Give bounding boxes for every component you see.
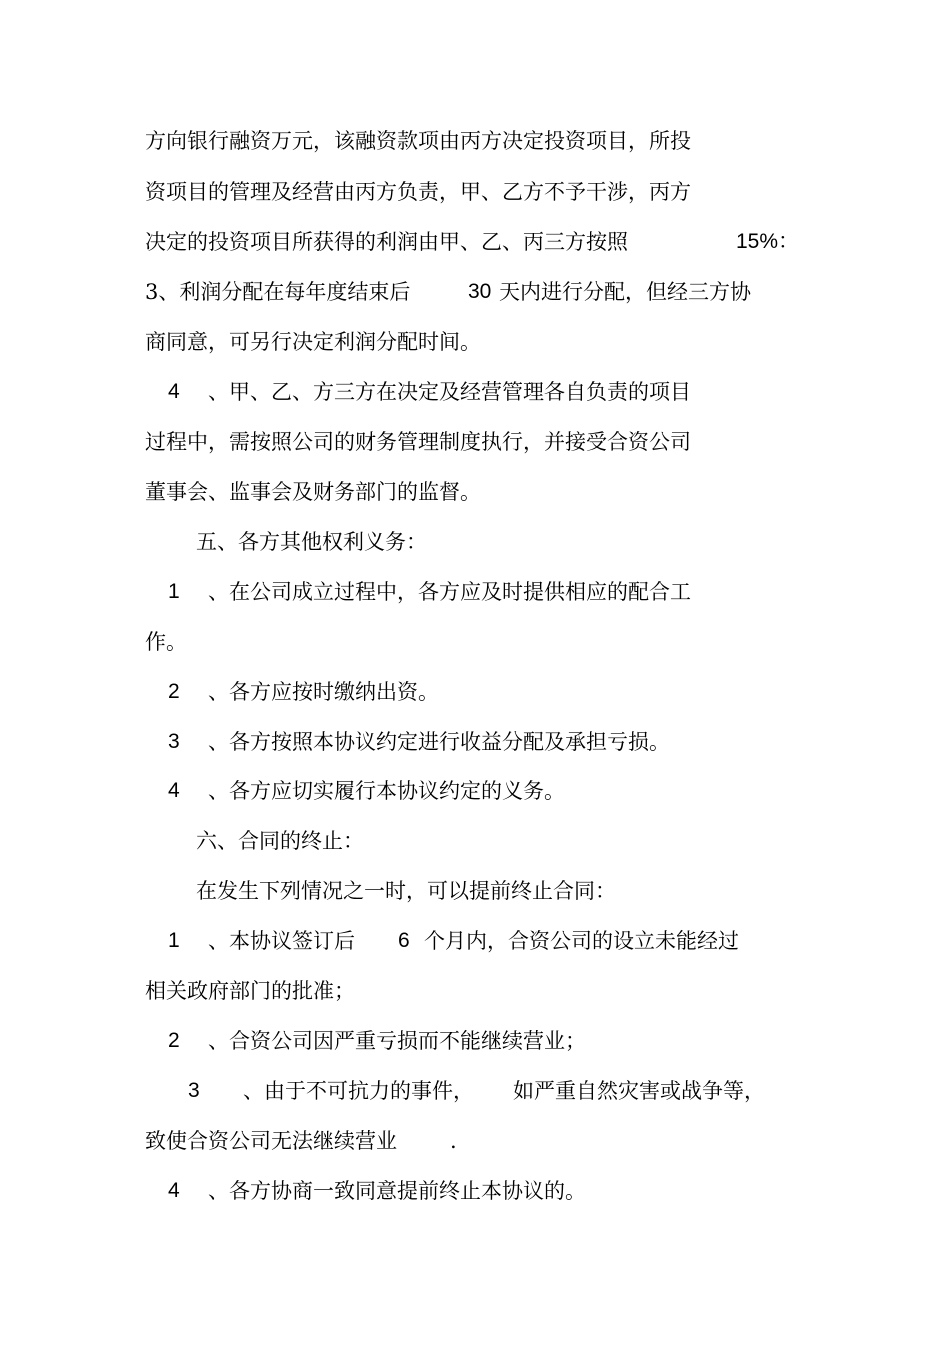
text-segment: 资项目的管理及经营由丙方负责，甲、乙方不予干涉，丙方: [145, 180, 691, 204]
text-segment: 、各方按照本协议约定进行收益分配及承担亏损。: [208, 730, 670, 754]
text-segment: 天内进行分配，但经三方协: [499, 280, 751, 304]
text-segment: 相关政府部门的批准；: [145, 979, 355, 1003]
item-number: 4: [168, 380, 180, 403]
text-segment: 、各方应按时缴纳出资。: [208, 680, 439, 704]
period-mark: .: [450, 1129, 457, 1153]
text-segment: 在发生下列情况之一时，可以提前终止合同：: [196, 879, 616, 903]
text-segment: 3、利润分配在每年度结束后: [145, 280, 411, 304]
text-segment: 方向银行融资万元，该融资款项由丙方决定投资项目，所投: [145, 129, 691, 153]
item-number: 2: [168, 1029, 180, 1052]
text-segment: 过程中，需按照公司的财务管理制度执行，并接受合资公司: [145, 430, 691, 454]
text-segment: 致使合资公司无法继续营业: [145, 1129, 397, 1153]
item-number: 4: [168, 1179, 180, 1202]
text-segment: 、合资公司因严重亏损而不能继续营业；: [208, 1029, 586, 1053]
text-segment: 、甲、乙、方三方在决定及经营管理各自负责的项目: [208, 380, 691, 404]
item-number: 1: [168, 929, 180, 952]
days-value: 30: [468, 280, 492, 303]
text-segment: 、各方应切实履行本协议约定的义务。: [208, 779, 565, 803]
text-segment: 决定的投资项目所获得的利润由甲、乙、丙三方按照: [145, 230, 628, 254]
percent-value: 15%：: [736, 230, 800, 253]
text-segment: 如严重自然灾害或战争等，: [513, 1079, 765, 1103]
item-number: 4: [168, 779, 180, 802]
text-segment: 五、各方其他权利义务：: [196, 530, 427, 554]
text-segment: 、在公司成立过程中，各方应及时提供相应的配合工: [208, 580, 691, 604]
text-segment: 作。: [145, 630, 187, 654]
item-number: 1: [168, 580, 180, 603]
item-number: 3: [188, 1079, 200, 1102]
item-number: 2: [168, 680, 180, 703]
text-segment: 董事会、监事会及财务部门的监督。: [145, 480, 481, 504]
text-segment: 商同意，可另行决定利润分配时间。: [145, 330, 481, 354]
text-segment: 、由于不可抗力的事件，: [243, 1079, 474, 1103]
text-segment: 个月内，合资公司的设立未能经过: [424, 929, 739, 953]
text-segment: 、各方协商一致同意提前终止本协议的。: [208, 1179, 586, 1203]
months-value: 6: [398, 929, 410, 952]
text-segment: 六、合同的终止：: [196, 829, 364, 853]
text-segment: 、本协议签订后: [208, 929, 355, 953]
item-number: 3: [168, 730, 180, 753]
